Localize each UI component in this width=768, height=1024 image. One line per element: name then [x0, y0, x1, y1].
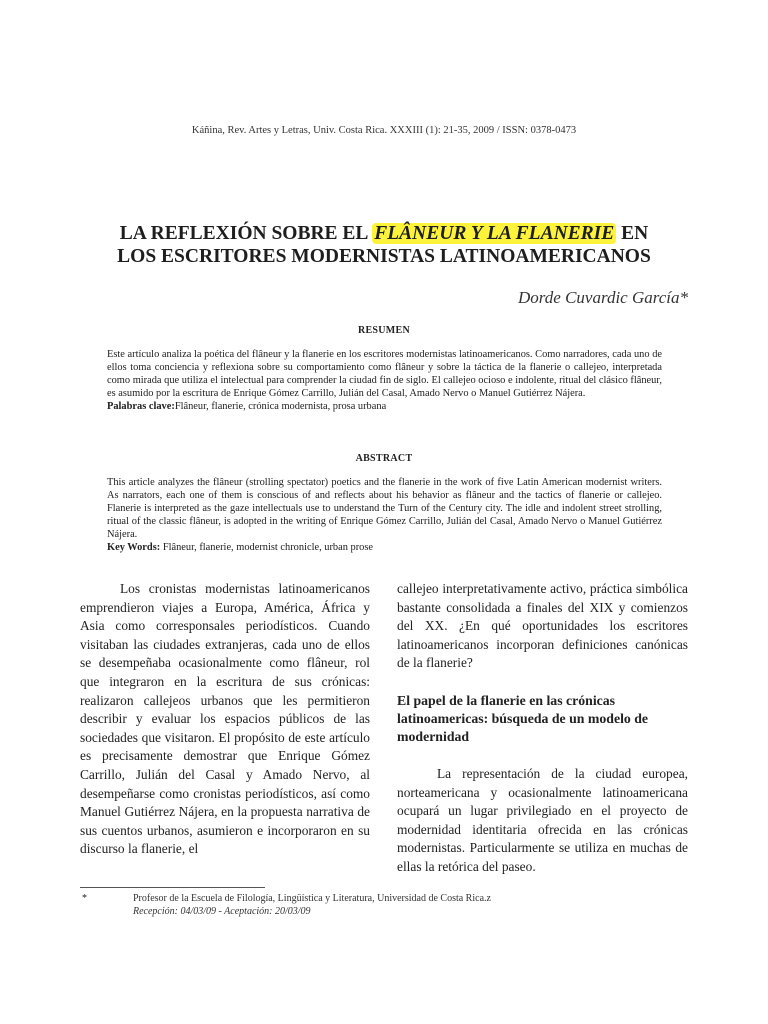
resumen-text: Este artículo analiza la poética del flâneur y la flanerie en los escritores modernistas latinoamericanos. Como narradores, cada uno de ellos toma conciencia y reflexiona sobre su comportamiento como flâneur y sobre la táctica de la flanerie o callejeo, interpretada como mirada que utiliza el intelectual para comprender la ciudad fin de siglo. El callejeo ocioso e indolente, ritual del clásico flâneur, es asumido por la escritura de Enrique Gómez Carrillo, Julián del Casal, Amado Nervo o Manuel Gutiérrez Nájera.: [107, 349, 662, 399]
body-right-paragraph-1: callejeo interpretativamente activo, práctica simbólica bastante consolidada a finales del XIX y comienzos del XX. ¿En qué oportunidades los escritores latinoamericanos incorporan definiciones canónicas de la flanerie?: [397, 581, 688, 671]
resumen-keywords: [107, 400, 662, 413]
abstract-keywords: [107, 541, 662, 554]
journal-header: Káñina, Rev. Artes y Letras, Univ. Costa Rica. XXXIII (1): 21-35, 2009 / ISSN: 0378-0473: [191, 125, 577, 136]
abstract-block: [107, 476, 662, 554]
title-part-1: LA REFLEXIÓN SOBRE EL: [119, 223, 373, 244]
resumen-keywords-label: Palabras clave:: [107, 401, 175, 412]
article-title: [60, 222, 708, 268]
author-name: Dorde Cuvardic García*: [518, 288, 688, 307]
abstract-keywords-label: Key Words:: [107, 542, 161, 553]
title-part-2: EN: [616, 223, 649, 244]
resumen-heading: RESUMEN: [357, 325, 411, 336]
footnote-text: Profesor de la Escuela de Filología, Lingüística y Literatura, Universidad de Costa Rica.z: [133, 893, 491, 904]
resumen-keywords-value: Flâneur, flanerie, crónica modernista, prosa urbana: [174, 401, 387, 412]
body-left-column: Los cronistas modernistas latinoamericanos emprendieron viajes a Europa, América, África y Asia como corresponsales periodísticos. Cuando visitaban las ciudades extranjeras, cada uno de ellos se desempeñaba ocasionalmente como flâneur, rol que integraron en la escritura de sus crónicas: realizaron callejeos urbanos que les permitieron describir y evaluar los espacios públicos de las sociedades que visitaron. El propósito de este artículo es precisamente demostrar que Enrique Gómez Carrillo, Julián del Casal y Amado Nervo, al desempeñarse como cronistas periodísticos, así como Manuel Gutiérrez Nájera, en la propuesta narrativa de sus cuentos urbanos, asumieron e incorporaron en su discurso la flanerie, el: [80, 581, 370, 857]
resumen-block: [107, 348, 662, 413]
title-line-2: LOS ESCRITORES MODERNISTAS LATINOAMERICANOS: [117, 246, 651, 267]
footnote-dates: Recepción: 04/03/09 - Aceptación: 20/03/09: [133, 906, 311, 917]
footnote: [133, 892, 491, 918]
abstract-heading: ABSTRACT: [355, 453, 413, 464]
abstract-keywords-value: Flâneur, flanerie, modernist chronicle, urban prose: [160, 542, 374, 553]
abstract-text: This article analyzes the flâneur (strolling spectator) poetics and the flanerie in the work of five Latin American modernist writers. As narrators, each one of them is conscious of and reflects about his behavior as flâneur and the tactics of flanerie or callejeo. Flanerie is interpreted as the gaze intellectuals use to understand the Turn of the Century city. The idle and indolent street strolling, ritual of the classic flâneur, is adopted in the writing of Enrique Gómez Carrillo, Julián del Casal, Amado Nervo o Manuel Gutiérrez Nájera.: [107, 477, 662, 540]
footnote-divider: [80, 887, 265, 888]
body-right-paragraph-2: La representación de la ciudad europea, norteamericana y ocasionalmente latinoamericana ocupará un lugar privilegiado en el proyecto de modernidad identitaria ofrecida en las crónicas modernistas. Particularmente se utiliza en muchas de ellas la retórica del paseo.: [397, 766, 688, 874]
footnote-mark: *: [82, 893, 87, 904]
section-heading: El papel de la flanerie en las crónicas latinoamericas: búsqueda de un modelo de modernidad: [397, 693, 649, 744]
title-highlight: FLÂNEUR Y LA FLANERIE: [374, 223, 615, 244]
